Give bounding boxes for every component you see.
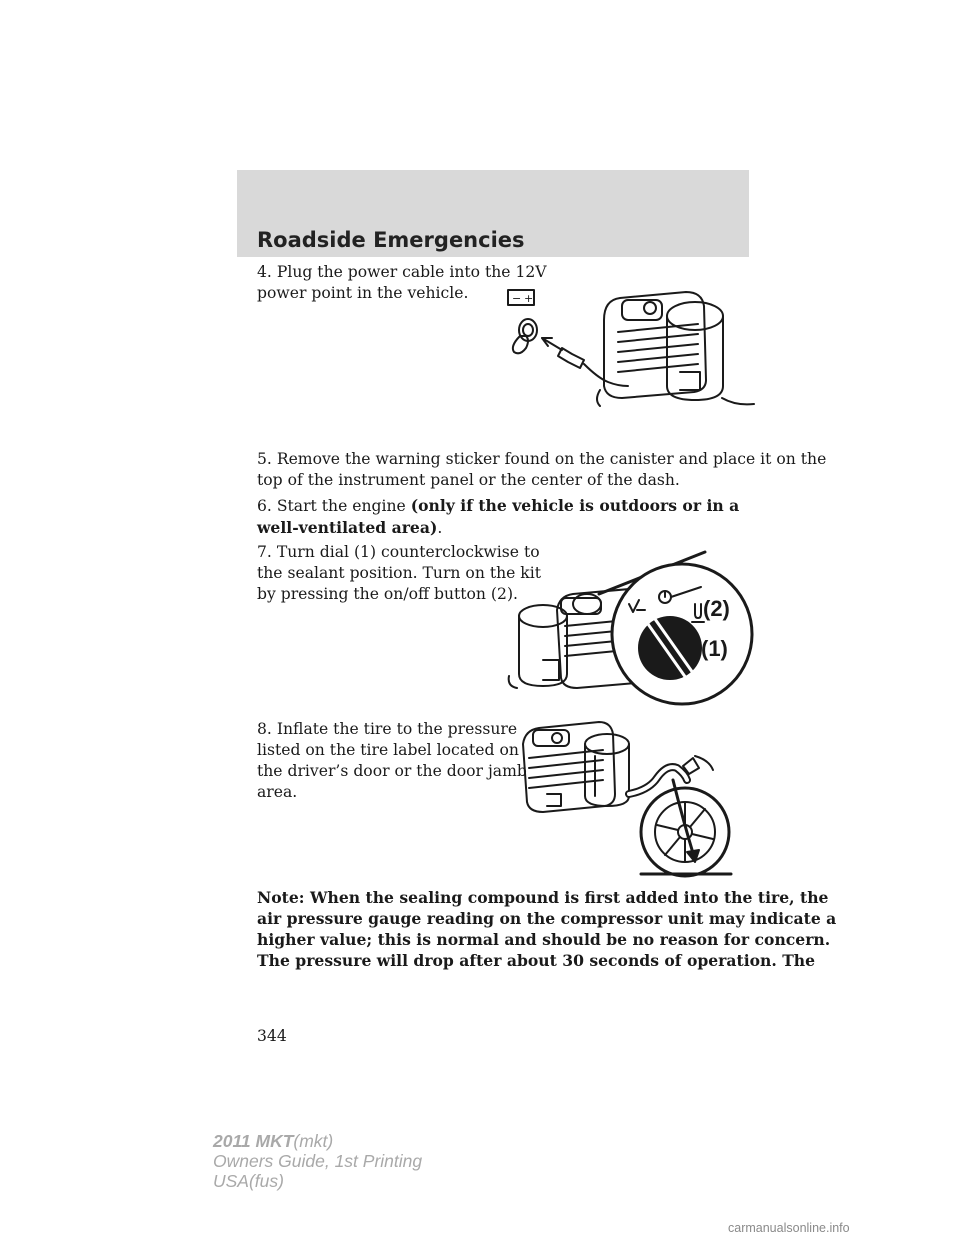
compressor-canister [585,734,629,754]
step-8-line-3: the driver’s door or the door jamb [257,762,527,780]
section-header-band [237,170,749,257]
power-plug [558,348,584,368]
step-8-line-2: listed on the tire label located on [257,741,519,759]
step-5-line-2: top of the instrument panel or the center of the dash. [257,471,680,489]
label-button-2: (2) [703,596,730,621]
step-5-line-1: 5. Remove the warning sticker found on the canister and place it on the [257,450,827,468]
step-6-prefix: 6. Start the engine [257,497,411,515]
battery-plus-sign: + [524,292,534,305]
compressor-canister [667,302,723,330]
step-7-line-2: the sealant position. Turn on the kit [257,564,542,582]
step-6-text [257,495,739,539]
footer-line-1 [213,1131,422,1151]
footer-model: 2011 MKT [213,1131,294,1151]
footer-model-code: (mkt) [293,1131,334,1151]
step-7-line-1: 7. Turn dial (1) counterclockwise to [257,543,540,561]
step-7-text [257,542,541,605]
step-8-line-4: area. [257,783,298,801]
note-line-4: The pressure will drop after about 30 seconds of operation. The [257,951,816,970]
compressor-canister [519,605,567,627]
label-dial-1: (1) [701,636,728,661]
watermark: carmanualsonline.info [728,1221,850,1235]
footer-market: USA [213,1171,249,1191]
socket-cap [513,336,528,353]
step-7-line-3: by pressing the on/off button (2). [257,585,518,603]
footer-market-code: (fus) [248,1171,284,1191]
inflate-tire-illustration [515,720,755,880]
step-8-line-1: 8. Inflate the tire to the pressure [257,720,518,738]
page-number: 344 [257,1027,287,1045]
note-line-1: Note: When the sealing compound is first added into the tire, the [257,888,829,907]
note-text [257,887,836,971]
power-plug-illustration [500,280,755,415]
plug-arrow [542,338,562,350]
dial-illustration [505,540,755,710]
step-4-line-1: 4. Plug the power cable into the 12V [257,263,547,281]
footer-line-3 [213,1171,422,1191]
note-line-2: air pressure gauge reading on the compressor unit may indicate a [257,909,837,928]
section-title: Roadside Emergencies [257,228,525,252]
battery-minus-sign: − [512,292,522,305]
step-4-line-2: power point in the vehicle. [257,284,469,302]
step-8-text [257,719,527,803]
note-line-3: higher value; this is normal and should be no reason for concern. [257,930,831,949]
step-6-warning-1: (only if the vehicle is outdoors or in a [410,496,740,515]
step-6-warning-2: well-ventilated area) [257,518,438,537]
step-6-suffix: . [437,519,443,537]
step-5-text [257,449,826,491]
footer-line-2: Owners Guide, 1st Printing [213,1151,423,1171]
print-footer [213,1131,422,1191]
